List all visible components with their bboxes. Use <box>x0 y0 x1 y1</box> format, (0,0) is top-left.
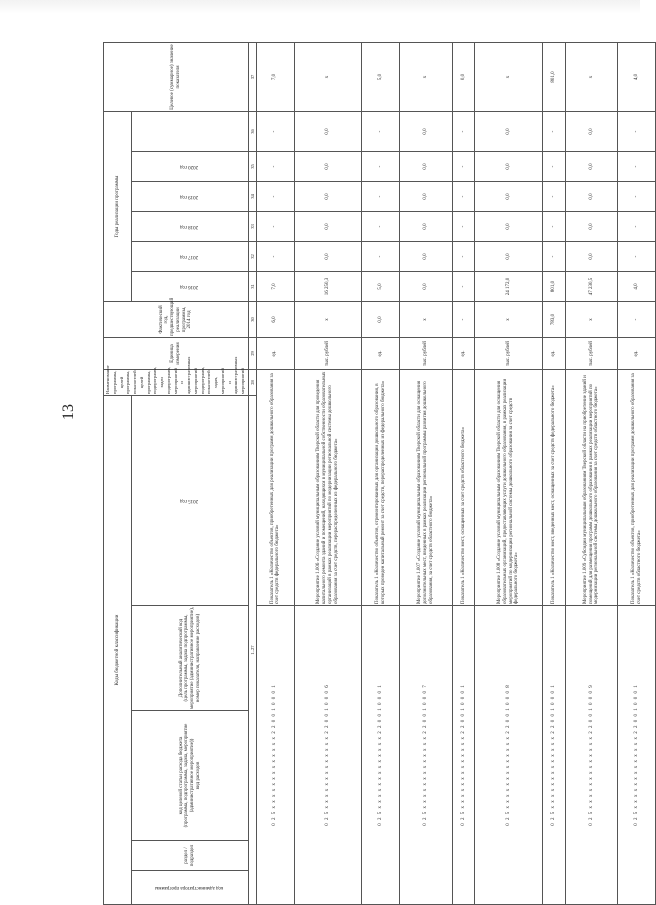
y2017-cell: 0,0 <box>399 211 452 241</box>
y2019-cell: - <box>452 151 475 181</box>
index-cell: 31 <box>248 271 256 301</box>
y2020-cell: 0,0 <box>294 111 362 151</box>
y2015-cell: 24 172,0 <box>475 271 543 301</box>
y2018-cell: - <box>257 181 295 211</box>
fact-cell: - <box>618 301 656 337</box>
kbk-codes-cell: 0 2 5 x x x x x x x x x x x x x 2 2 0 0 1 0 0 0 1 <box>452 606 475 905</box>
index-cell: 29 <box>248 337 256 369</box>
unit-cell: ед. <box>542 337 565 369</box>
y2020-cell: 0,0 <box>475 111 543 151</box>
row-name-cell: Показатель 1 «Количество мест, оснащенных за счет средств областного бюджета» <box>452 369 475 605</box>
y2016-cell: - <box>362 241 400 271</box>
target-cell: х <box>475 43 543 112</box>
year-2019-header: 2019 год <box>132 181 248 211</box>
y2015-cell: 801,0 <box>542 271 565 301</box>
unit-cell: тыс. рублей <box>565 337 618 369</box>
y2015-cell: 47 230,5 <box>565 271 618 301</box>
name-column-header: Наименование программы, целей программы, показателей целей программы, подпрограмм, задач подпрограмм, мероприятий и административных мероприятий подпрограмм, показателей задач, мероприятий и административных мероприятий <box>104 369 249 395</box>
y2018-cell: 0,0 <box>475 181 543 211</box>
kbk-codes-cell: 0 2 5 x x x x x x x x x x x x x 2 2 0 0 1 0 0 0 1 <box>618 606 656 905</box>
y2019-cell: - <box>618 151 656 181</box>
target-cell: х <box>565 43 618 112</box>
y2017-cell: - <box>257 211 295 241</box>
year-2015-header: 2015 год <box>132 395 248 605</box>
y2019-cell: 0,0 <box>399 151 452 181</box>
target-cell: 801,0 <box>542 43 565 112</box>
y2015-cell: 4,0 <box>618 271 656 301</box>
index-codes: 1–27 <box>248 395 256 904</box>
fact-cell: х <box>565 301 618 337</box>
year-2017-header: 2017 год <box>132 241 248 271</box>
fact-column-header: Фактический год, предшествующий реализации программы, 2014 год <box>104 301 249 337</box>
row-name-cell: Мероприятие 1.006 «Создание условий муниципальным образованиям Тверской области для проведения капитального ремонта зданий и помещений, находящихся в муниципальной собственности образовательных организаций в рамках реализации мероприятий по модернизации региональной системы дошкольного образования за счет средств, перераспределенных из федерального бюджета» <box>294 369 362 605</box>
kbk-codes-cell: 0 2 5 x x x x x x x x x x x x x 2 2 0 0 1 0 0 0 1 <box>257 606 295 905</box>
index-cell: 34 <box>248 181 256 211</box>
kbk-codes-cell: 0 2 5 x x x x x x x x x x x x x 2 2 0 0 1 0 0 0 8 <box>475 606 543 905</box>
unit-cell: тыс. рублей <box>294 337 362 369</box>
index-cell: 33 <box>248 211 256 241</box>
table-row <box>294 43 362 905</box>
year-2020-header: 2020 год <box>132 151 248 181</box>
row-name-cell: Показатель 1 «Количество объектов, отремонтированных для организации дошкольного образования, в которых проведен капитальный ремонт за счет средств, перераспределенных из федерального бюджета» <box>362 369 400 605</box>
fact-cell: 6,0 <box>257 301 295 337</box>
target-cell: 0,0 <box>452 43 475 112</box>
table-row <box>542 43 565 905</box>
years-group-header: Годы реализации программы <box>104 111 132 301</box>
row-name-cell: Мероприятие 1.008 «Создание условий муниципальным образованиям Тверской области для оснащения образовательных организаций, предоставляющих услуги дошкольного образования, в рамках реализации мероприятий по модернизации региональной системы дошкольного образования за счет средств федерального бюджета» <box>475 369 543 605</box>
y2017-cell: - <box>618 211 656 241</box>
index-cell: 37 <box>248 43 256 112</box>
y2015-cell: - <box>452 271 475 301</box>
page-number: 13 <box>60 404 77 420</box>
y2017-cell: 0,0 <box>294 211 362 241</box>
kbk-codes-cell: 0 2 5 x x x x x x x x x x x x x 2 2 0 0 1 0 0 0 6 <box>294 606 362 905</box>
y2020-cell: - <box>618 111 656 151</box>
y2017-cell: 0,0 <box>475 211 543 241</box>
y2018-cell: 0,0 <box>399 181 452 211</box>
target-cell: 4,0 <box>618 43 656 112</box>
y2016-cell: 0,0 <box>565 241 618 271</box>
unit-cell: ед. <box>618 337 656 369</box>
unit-cell: ед. <box>452 337 475 369</box>
y2019-cell: - <box>257 151 295 181</box>
y2016-cell: 0,0 <box>475 241 543 271</box>
y2016-cell: - <box>257 241 295 271</box>
y2018-cell: - <box>452 181 475 211</box>
kbk-group-header: Коды бюджетной классификации <box>104 395 132 904</box>
y2016-cell: 0,0 <box>294 241 362 271</box>
program-table <box>103 42 656 905</box>
kbk-codes-cell: 0 2 5 x x x x x x x x x x x x x 2 2 0 0 1 0 0 0 7 <box>399 606 452 905</box>
fact-cell: х <box>475 301 543 337</box>
column-index-row <box>248 43 256 905</box>
y2015-cell: 5,0 <box>362 271 400 301</box>
y2017-cell: - <box>362 211 400 241</box>
year-2018-header: 2018 год <box>132 211 248 241</box>
row-name-cell: Показатель 1 «Количество объектов, приобретенных для реализации программ дошкольного образования за счет средств областного бюджета» <box>618 369 656 605</box>
index-cell: 32 <box>248 241 256 271</box>
row-name-cell: Показатель 1 «Количество мест, введенных мест, оснащенных за счет средств федерального бюджета» <box>542 369 565 605</box>
fact-cell: - <box>452 301 475 337</box>
y2019-cell: 0,0 <box>475 151 543 181</box>
y2017-cell: - <box>542 211 565 241</box>
y2020-cell: - <box>542 111 565 151</box>
y2015-cell: 0,0 <box>399 271 452 301</box>
y2019-cell: 0,0 <box>294 151 362 181</box>
y2018-cell: - <box>542 181 565 211</box>
table-row <box>475 43 543 905</box>
target-cell: 5,0 <box>362 43 400 112</box>
y2015-cell: 16 250,3 <box>294 271 362 301</box>
fact-cell: 0,0 <box>362 301 400 337</box>
y2016-cell: - <box>618 241 656 271</box>
table-row <box>257 43 295 905</box>
target-column-header: Целевое (суммарное) значение показателя <box>104 43 249 112</box>
row-name-cell: Мероприятие 1.009 «Субсидии муниципальным образованиям Тверской области на приобретение зданий и помещений для размещения программ дошкольного образования в рамках реализации мероприятий по модернизации региональной системы дошкольного образования за счет средств областного бюджета» <box>565 369 618 605</box>
y2018-cell: 0,0 <box>294 181 362 211</box>
table-row <box>362 43 400 905</box>
kbk-codes-cell: 0 2 5 x x x x x x x x x x x x x 2 2 0 0 1 0 0 0 9 <box>565 606 618 905</box>
y2016-cell: 0,0 <box>399 241 452 271</box>
y2020-cell: 0,0 <box>399 111 452 151</box>
kcsr-header: код целевой статьи расхода бюджета (программа, подпрограмма, задача, мероприятие (административное мероприятие)) вид расходов <box>132 711 248 841</box>
scan-edge <box>0 0 640 14</box>
target-cell: х <box>399 43 452 112</box>
fact-cell: 783,0 <box>542 301 565 337</box>
index-cell: 35 <box>248 151 256 181</box>
index-cell: 30 <box>248 301 256 337</box>
y2016-cell: - <box>452 241 475 271</box>
y2020-cell: - <box>257 111 295 151</box>
y2019-cell: - <box>542 151 565 181</box>
table-row <box>618 43 656 905</box>
admin-code-header: код администратора программы <box>132 871 248 905</box>
y2020-cell: 0,0 <box>565 111 618 151</box>
dop-code-header: Дополнительный аналитический код (цель программы, задача подпрограммы, мероприятие (административное мероприятие), номер показателя, направление расходов) <box>132 606 248 711</box>
y2015-cell: 7,0 <box>257 271 295 301</box>
unit-cell: ед. <box>257 337 295 369</box>
index-cell: 28 <box>248 369 256 395</box>
unit-cell: тыс. рублей <box>399 337 452 369</box>
fact-cell: х <box>294 301 362 337</box>
y2020-cell: - <box>452 111 475 151</box>
y2019-cell: 0,0 <box>565 151 618 181</box>
y2019-cell: - <box>362 151 400 181</box>
row-name-cell: Показатель 1 «Количество объектов, приобретенных для реализации программ дошкольного образования за счет средств федерального бюджета» <box>257 369 295 605</box>
target-cell: 7,0 <box>257 43 295 112</box>
unit-column-header: Единица измерения <box>104 337 249 369</box>
y2020-cell: - <box>362 111 400 151</box>
y2017-cell: 0,0 <box>565 211 618 241</box>
y2017-cell: - <box>452 211 475 241</box>
index-cell: 36 <box>248 111 256 151</box>
y2018-cell: 0,0 <box>565 181 618 211</box>
unit-cell: ед. <box>362 337 400 369</box>
kbk-codes-cell: 0 2 5 x x x x x x x x x x x x x 2 2 0 0 1 0 0 0 1 <box>542 606 565 905</box>
razdel-podrazdel-header: раздел / подраздел <box>132 841 248 871</box>
row-name-cell: Мероприятие 1.007 «Создание условий муниципальным образованиям Тверской области для оснащения дополнительных мест, введенных в рамках реализации региональной программы развития дошкольного образования, за счет средств областного бюджета» <box>399 369 452 605</box>
year-2016-header: 2016 год <box>132 271 248 301</box>
fact-cell: х <box>399 301 452 337</box>
table-row <box>452 43 475 905</box>
y2018-cell: - <box>618 181 656 211</box>
table-row <box>565 43 618 905</box>
rotated-table-wrapper <box>103 42 642 905</box>
kbk-codes-cell: 0 2 5 x x x x x x x x x x x x x 2 2 0 0 1 0 0 0 1 <box>362 606 400 905</box>
y2018-cell: - <box>362 181 400 211</box>
y2016-cell: - <box>542 241 565 271</box>
table-row <box>399 43 452 905</box>
unit-cell: тыс. рублей <box>475 337 543 369</box>
target-cell: х <box>294 43 362 112</box>
